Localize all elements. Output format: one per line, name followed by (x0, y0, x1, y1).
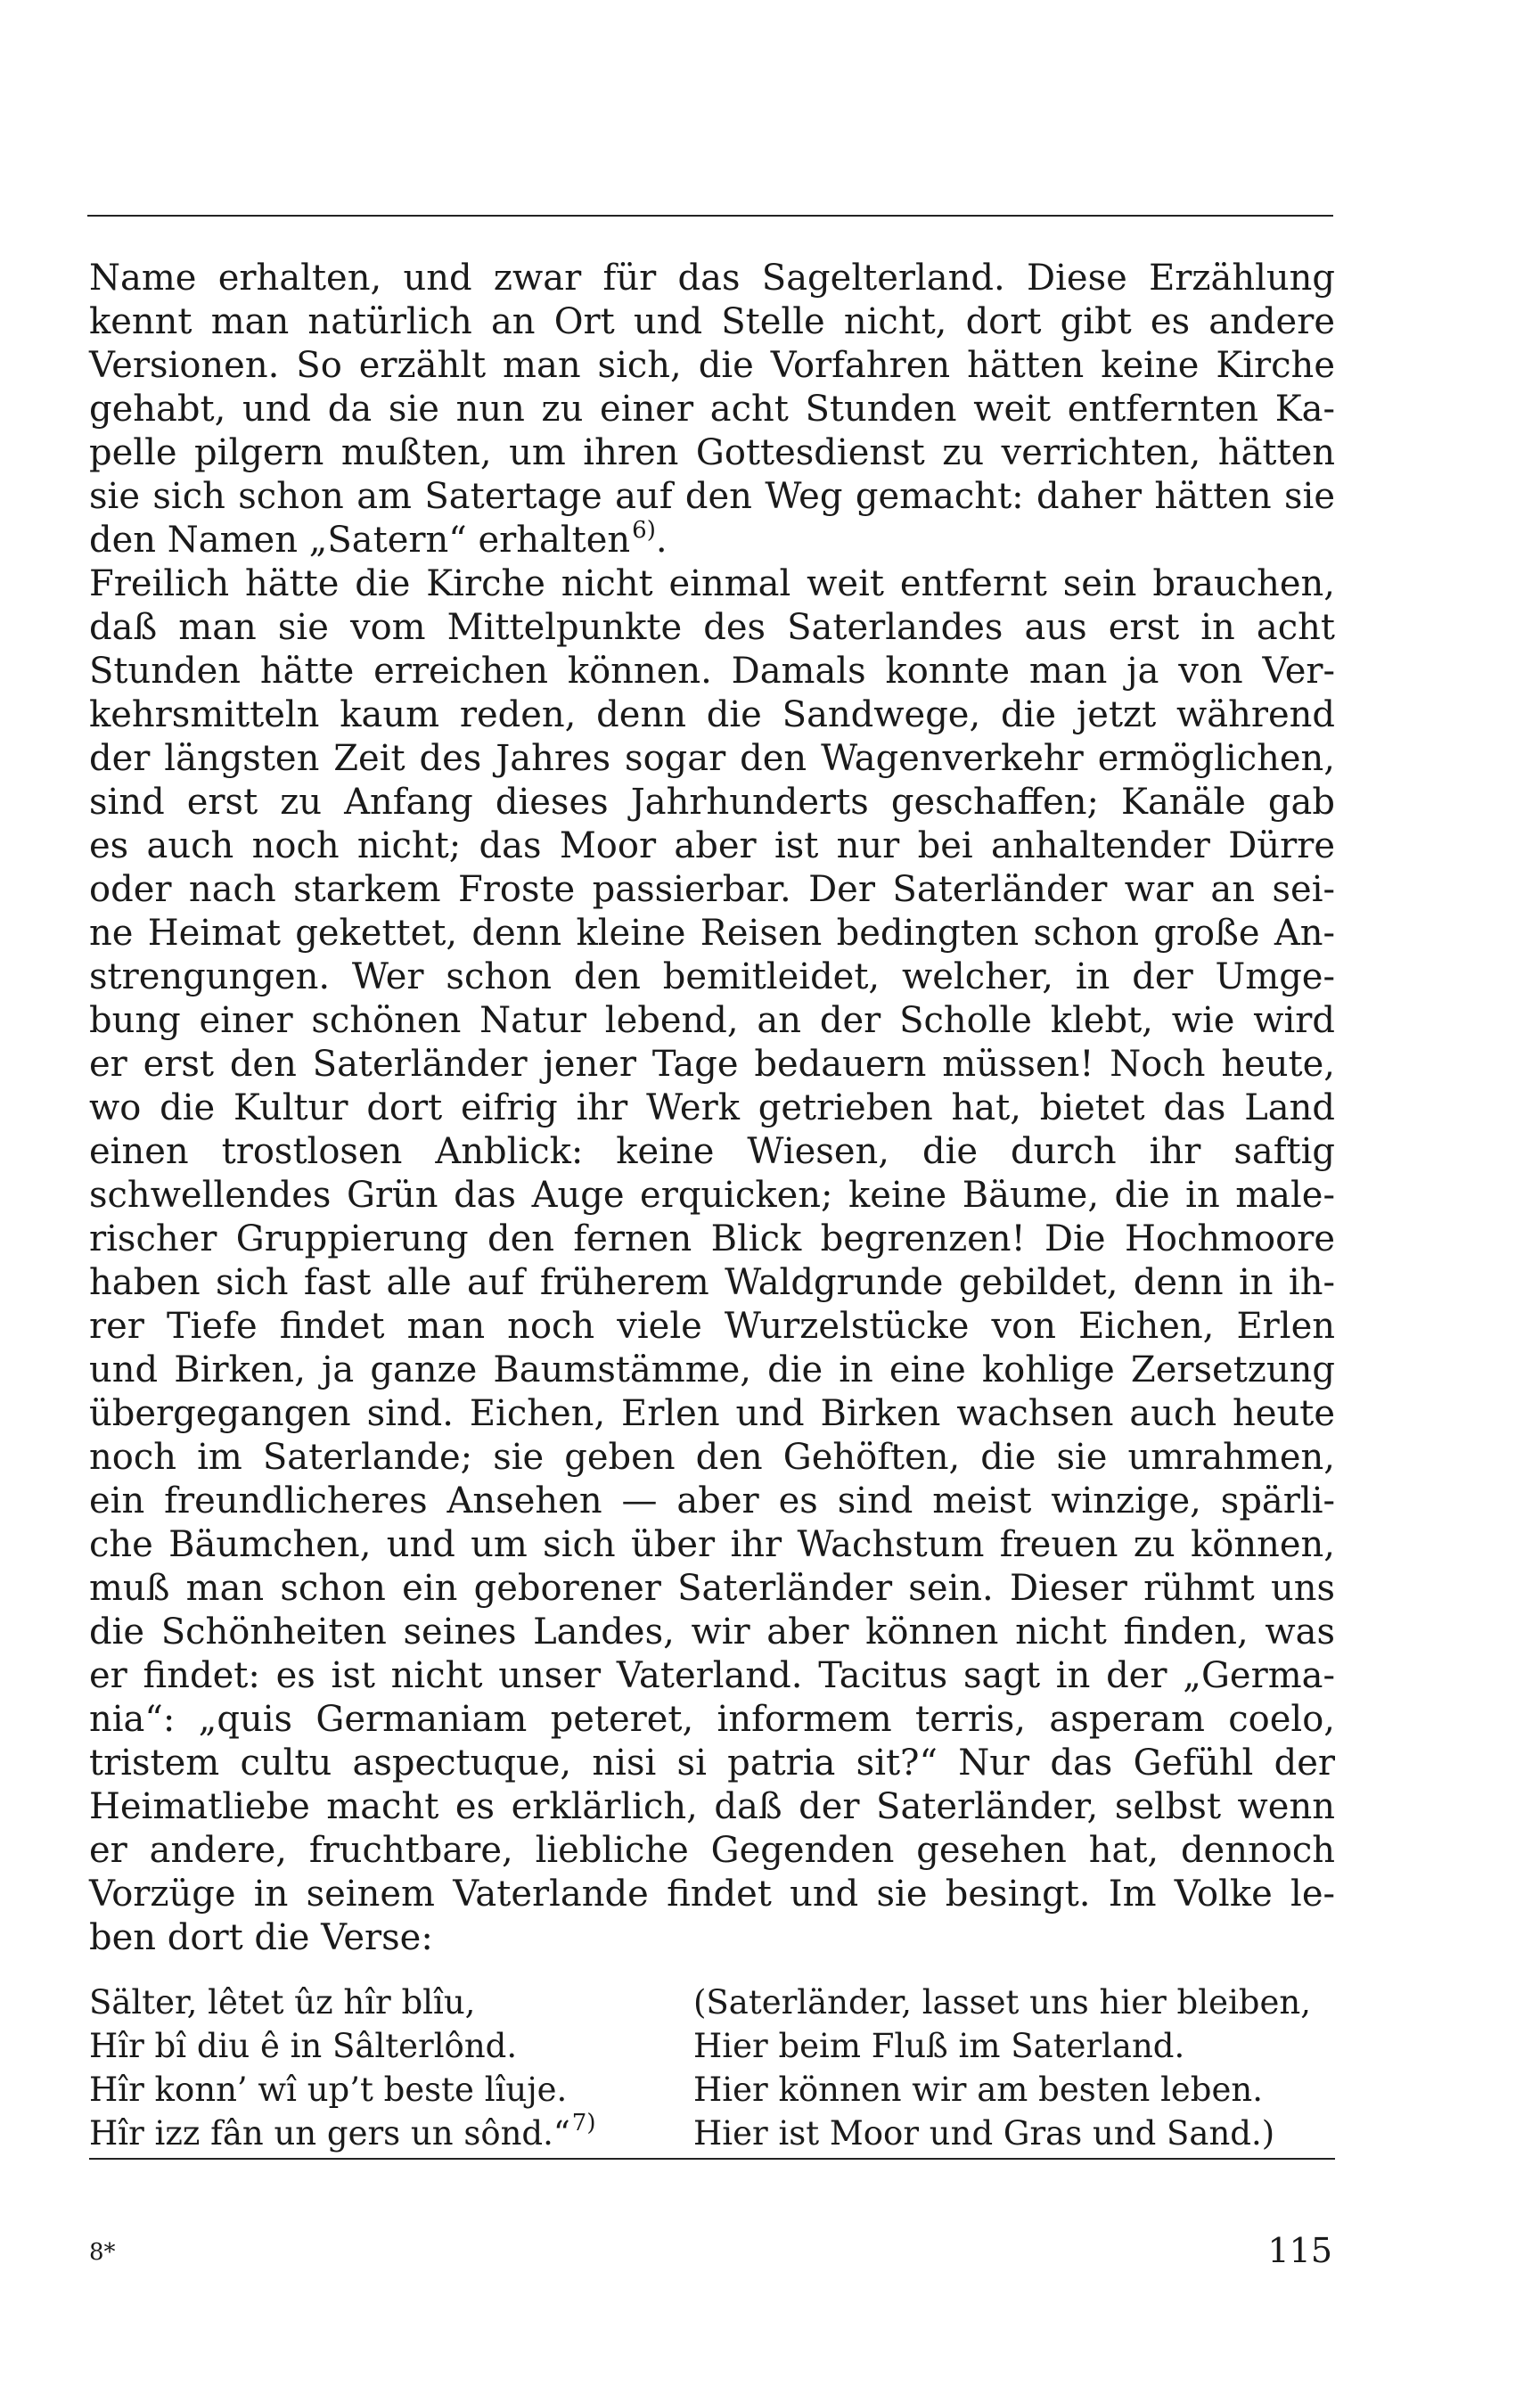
text-line: sie sich schon am Satertage auf den Weg gemacht: daher hätten sie (89, 476, 1335, 517)
text-line: Versionen. So erzählt man sich, die Vorfahren hätten keine Kirche (89, 345, 1335, 386)
text-line: pelle pilgern mußten, um ihren Gottesdienst zu verrichten, hätten (89, 432, 1335, 473)
text-line: Vorzüge in seinem Vaterlande findet und sie besingt. Im Volke le- (89, 1874, 1335, 1915)
text-line: es auch noch nicht; das Moor aber ist nur bei anhaltender Dürre (89, 825, 1335, 866)
verse-block (89, 1981, 1335, 2155)
verse-line: Hier beim Fluß im Saterland. (693, 2027, 1185, 2065)
verse-line: (Saterländer, lasset uns hier bleiben, (693, 1983, 1311, 2022)
verse-translation (693, 1981, 1311, 2155)
text-line: Name erhalten, und zwar für das Sagelterland. Diese Erzählung (89, 258, 1335, 299)
text-line: bung einer schönen Natur lebend, an der Scholle klebt, wie wird (89, 1000, 1335, 1041)
text-line: rer Tiefe findet man noch viele Wurzelstücke von Eichen, Erlen (89, 1306, 1335, 1347)
top-rule (87, 215, 1333, 217)
footnote-ref-6: 6) (632, 517, 656, 544)
text-line-content: den Namen „Satern“ erhalten (89, 520, 631, 561)
text-line: er findet: es ist nicht unser Vaterland. Tacitus sagt in der „Germa- (89, 1655, 1335, 1696)
printer-signature: 8* (89, 2239, 116, 2266)
text-line: Heimatliebe macht es erklärlich, daß der Saterländer, selbst wenn (89, 1786, 1335, 1827)
text-line: daß man sie vom Mittelpunkte des Saterlandes aus erst in acht (89, 607, 1335, 648)
text-line: strengungen. Wer schon den bemitleidet, welcher, in der Umge- (89, 956, 1335, 997)
text-line: wo die Kultur dort eifrig ihr Werk getrieben hat, bietet das Land (89, 1087, 1335, 1128)
text-line: einen trostlosen Anblick: keine Wiesen, die durch ihr saftig (89, 1131, 1335, 1172)
text-line: gehabt, und da sie nun zu einer acht Stunden weit entfernten Ka- (89, 389, 1335, 430)
text-line: che Bäumchen, und um sich über ihr Wachstum freuen zu können, (89, 1524, 1335, 1565)
verse-line: Sälter, lêtet ûz hîr blîu, (89, 1983, 476, 2022)
text-line: rischer Gruppierung den fernen Blick begrenzen! Die Hochmoore (89, 1218, 1335, 1259)
text-line: und Birken, ja ganze Baumstämme, die in eine kohlige Zersetzung (89, 1349, 1335, 1390)
verse-line: Hier können wir am besten leben. (693, 2071, 1263, 2109)
footnote-trail: . (655, 520, 668, 561)
verse-line-content: Hîr izz fân un gers un sônd.“ (89, 2114, 570, 2153)
text-line: Freilich hätte die Kirche nicht einmal weit entfernt sein brauchen, (89, 563, 1335, 604)
text-line: kennt man natürlich an Ort und Stelle nicht, dort gibt es andere (89, 301, 1335, 342)
text-line: kehrsmitteln kaum reden, denn die Sandwege, die jetzt während (89, 694, 1335, 735)
verse-line: Hier ist Moor und Gras und Sand.) (693, 2114, 1275, 2153)
text-line: er erst den Saterländer jener Tage bedauern müssen! Noch heute, (89, 1044, 1335, 1085)
page-number: 115 (1267, 2231, 1332, 2270)
text-line: er andere, fruchtbare, liebliche Gegenden gesehen hat, dennoch (89, 1830, 1335, 1871)
text-line: schwellendes Grün das Auge erquicken; keine Bäume, die in male- (89, 1175, 1335, 1216)
text-line: ne Heimat gekettet, denn kleine Reisen bedingten schon große An- (89, 913, 1335, 954)
text-line: haben sich fast alle auf früherem Waldgrunde gebildet, denn in ih- (89, 1262, 1335, 1303)
text-line: die Schönheiten seines Landes, wir aber können nicht finden, was (89, 1612, 1335, 1653)
text-line (89, 519, 1335, 562)
text-line: ben dort die Verse: (89, 1917, 433, 1958)
text-line: noch im Saterlande; sie geben den Gehöften, die sie umrahmen, (89, 1437, 1335, 1478)
text-line: der längsten Zeit des Jahres sogar den Wagenverkehr ermöglichen, (89, 738, 1335, 779)
text-line: sind erst zu Anfang dieses Jahrhunderts geschaffen; Kanäle gab (89, 782, 1335, 823)
footnote-ref-7: 7) (571, 2110, 596, 2136)
text-line: ein freundlicheres Ansehen — aber es sind meist winzige, spärli- (89, 1480, 1335, 1521)
verse-line (89, 2112, 595, 2155)
bottom-rule (89, 2158, 1335, 2160)
body-text (89, 257, 1335, 1960)
verse-line: Hîr konn’ wî up’t beste lîuje. (89, 2071, 568, 2109)
text-line: übergegangen sind. Eichen, Erlen und Birken wachsen auch heute (89, 1393, 1335, 1434)
text-line: tristem cultu aspectuque, nisi si patria sit?“ Nur das Gefühl der (89, 1743, 1335, 1784)
verse-original (89, 1981, 595, 2155)
text-line: muß man schon ein geborener Saterländer sein. Dieser rühmt uns (89, 1568, 1335, 1609)
verse-line: Hîr bî diu ê in Sâlterlônd. (89, 2027, 518, 2065)
text-line: oder nach starkem Froste passierbar. Der Saterländer war an sei- (89, 869, 1335, 910)
text-line: Stunden hätte erreichen können. Damals konnte man ja von Ver- (89, 651, 1335, 692)
text-line: nia“: „quis Germaniam peteret, informem terris, asperam coelo, (89, 1699, 1335, 1740)
